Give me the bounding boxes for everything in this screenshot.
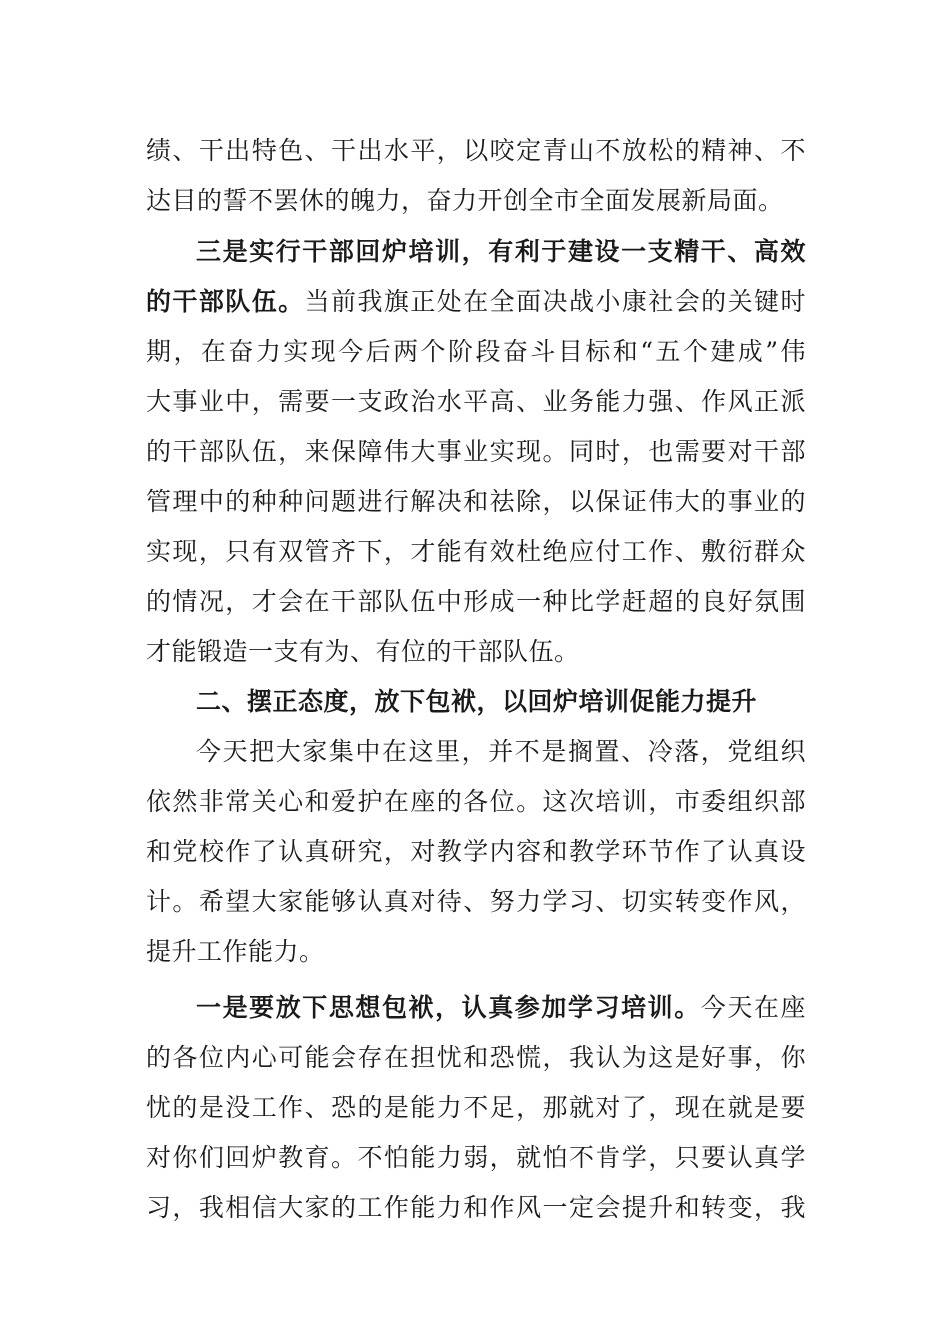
body-text-line: 和党校作了认真研究，对教学内容和教学环节作了认真设 — [146, 837, 806, 866]
body-text-line: 的各位内心可能会存在担忧和恐慌，我认为这是好事，你 — [146, 1043, 806, 1072]
body-text-line: 的干部队伍，来保障伟大事业实现。同时，也需要对干部 — [146, 437, 806, 466]
body-text-line: 提升工作能力。 — [146, 937, 325, 966]
body-text: 当前我旗正处在全面决战小康社会的关键时 — [304, 287, 806, 316]
paragraph-lead-line — [196, 232, 806, 272]
bold-lead-text: 的干部队伍。 — [146, 287, 305, 316]
body-text-line: 计。希望大家能够认真对待、努力学习、切实转变作风， — [146, 887, 806, 916]
body-text-line — [146, 282, 806, 322]
body-text-line: 达目的誓不罢休的魄力，奋力开创全市全面发展新局面。 — [146, 186, 784, 215]
body-text-line: 今天把大家集中在这里，并不是搁置、冷落，党组织 — [196, 737, 806, 766]
paragraph-lead-line — [196, 988, 806, 1028]
bold-lead-text: 一是要放下思想包袱，认真参加学习培训。 — [196, 993, 701, 1022]
body-text: 今天在座 — [700, 993, 806, 1022]
bold-lead-text: 三是实行干部回炉培训，有利于建设一支精干、高效 — [196, 237, 806, 266]
body-text-line: 忧的是没工作、恐的是能力不足，那就对了，现在就是要 — [146, 1093, 806, 1122]
section-heading: 二、摆正态度，放下包袱，以回炉培训促能力提升 — [196, 687, 758, 716]
body-text-line: 才能锻造一支有为、有位的干部队伍。 — [146, 637, 580, 666]
body-text-line: 依然非常关心和爱护在座的各位。这次培训，市委组织部 — [146, 787, 806, 816]
body-text-line: 管理中的种种问题进行解决和祛除，以保证伟大的事业的 — [146, 487, 806, 516]
body-text-line: 绩、干出特色、干出水平，以咬定青山不放松的精神、不 — [146, 136, 806, 165]
body-text-line: 实现，只有双管齐下，才能有效杜绝应付工作、敷衍群众 — [146, 537, 806, 566]
body-text-line: 对你们回炉教育。不怕能力弱，就怕不肯学，只要认真学 — [146, 1143, 806, 1172]
body-text-line: 的情况，才会在干部队伍中形成一种比学赶超的良好氛围 — [146, 587, 806, 616]
body-text-line: 期，在奋力实现今后两个阶段奋斗目标和“五个建成”伟 — [146, 337, 806, 366]
body-text-line: 大事业中，需要一支政治水平高、业务能力强、作风正派 — [146, 387, 806, 416]
body-text-line: 习，我相信大家的工作能力和作风一定会提升和转变，我 — [146, 1193, 806, 1222]
